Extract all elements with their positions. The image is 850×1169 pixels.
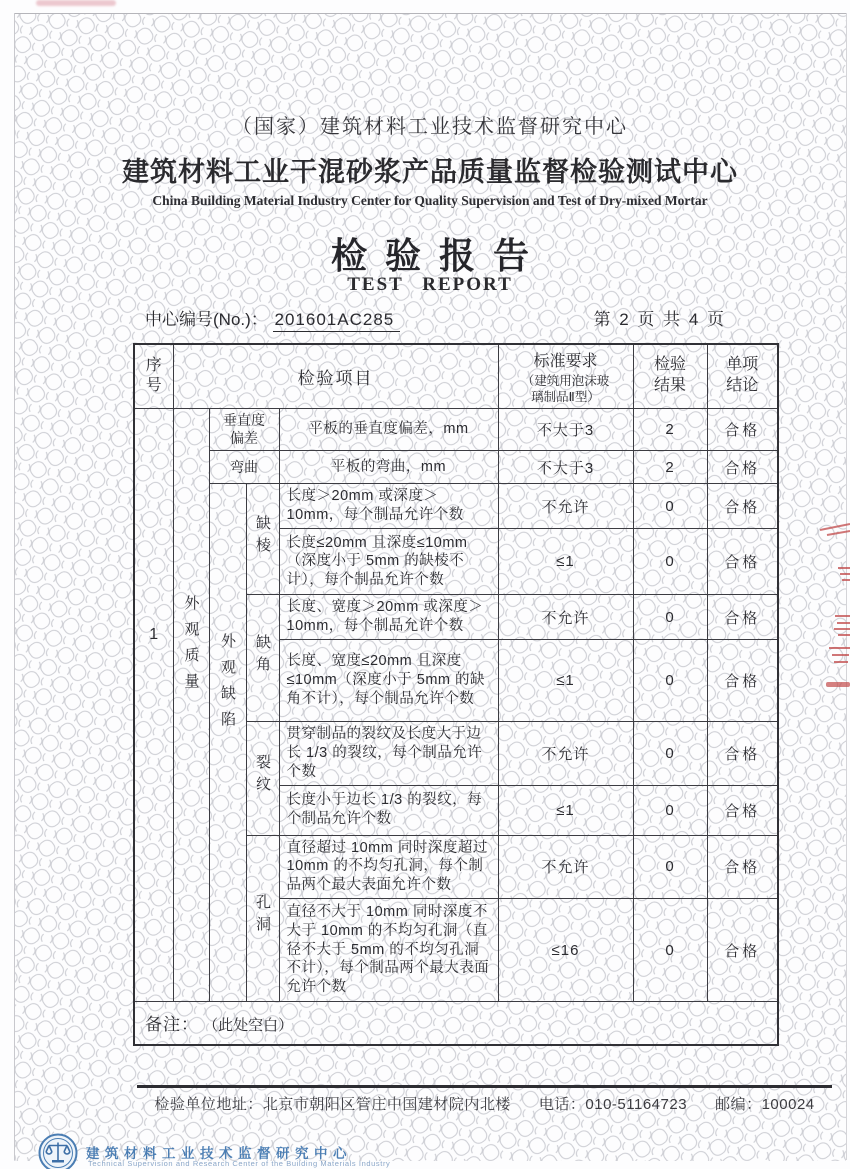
- result-cell: 0: [633, 595, 707, 640]
- result-cell: 0: [633, 835, 707, 899]
- group-appearance-defect: 外观缺陷: [209, 484, 246, 1002]
- standard-header-title: 标准要求: [533, 352, 598, 370]
- verdict-cell: 合格: [707, 529, 778, 595]
- standard-cell: ≤16: [498, 899, 633, 1002]
- standard-cell: ≤1: [498, 529, 633, 595]
- item-cell: 长度、宽度≤20mm 且深度≤10mm（深度小于 5mm 的缺角不计），每个制品允许个数: [279, 639, 498, 721]
- test-results-table: [133, 343, 779, 1046]
- result-cell: 0: [633, 721, 707, 785]
- report-title-en: TEST REPORT: [347, 274, 513, 295]
- verdict-cell: 合格: [707, 595, 778, 640]
- col-header-verdict: 单项结论: [707, 344, 778, 408]
- result-cell: 2: [633, 451, 707, 484]
- item-cell: 平板的垂直度偏差，mm: [279, 408, 498, 451]
- item-cell: 长度、宽度＞20mm 或深度＞10mm，每个制品允许个数: [279, 595, 498, 640]
- footer-org-name-cn: 建筑材料工业技术监督研究中心: [86, 1146, 352, 1161]
- footer-address: 检验单位地址：北京市朝阳区管庄中国建材院内北楼: [154, 1096, 511, 1113]
- subcategory-cell: 垂直度偏差: [209, 408, 279, 451]
- test-center-name-en: China Building Material Industry Center for Quality Supervision and Test of Dry-mixed Mortar: [152, 193, 708, 208]
- result-cell: 2: [633, 408, 707, 451]
- footer-phone: 电话：010-51164723: [538, 1096, 688, 1113]
- issuing-org-line: （国家）建筑材料工业技术监督研究中心: [232, 116, 628, 138]
- standard-cell: ≤1: [498, 639, 633, 721]
- red-stamp-fragment: [814, 516, 850, 701]
- item-cell: 长度小于边长 1/3 的裂纹，每个制品允许个数: [279, 785, 498, 835]
- remark-text: （此处空白）: [203, 1017, 294, 1035]
- standard-cell: 不允许: [498, 721, 633, 785]
- remark-row: [134, 1002, 778, 1045]
- standard-cell: ≤1: [498, 785, 633, 835]
- table-row: [134, 408, 778, 451]
- col-header-seq: 序号: [134, 344, 173, 408]
- verdict-cell: 合格: [707, 899, 778, 1002]
- verdict-cell: 合格: [707, 639, 778, 721]
- subcategory-cell: 裂纹: [246, 721, 279, 835]
- report-title-cn: 检验报告: [330, 235, 547, 276]
- verdict-cell: 合格: [707, 835, 778, 899]
- footer-address-label: 检验单位地址：: [154, 1096, 263, 1113]
- table-header-row: [134, 344, 778, 408]
- item-cell: 长度＞20mm 或深度＞10mm，每个制品允许个数: [279, 484, 498, 529]
- remark-label: 备注：: [145, 1015, 199, 1035]
- scan-artifact-smudge: [36, 0, 116, 6]
- item-cell: 直径超过 10mm 同时深度超过 10mm 的不均匀孔洞，每个制品两个最大表面允许个数: [279, 835, 498, 899]
- standard-cell: 不允许: [498, 484, 633, 529]
- standard-cell: 不大于3: [498, 408, 633, 451]
- result-cell: 0: [633, 529, 707, 595]
- seq-number-cell: 1: [134, 408, 173, 1002]
- subcategory-cell: 缺角: [246, 595, 279, 722]
- report-number-value: 201601AC285: [273, 310, 401, 332]
- group-appearance-quality: 外观质量: [173, 408, 209, 1002]
- verdict-cell: 合格: [707, 721, 778, 785]
- result-cell: 0: [633, 639, 707, 721]
- table-row: [134, 451, 778, 484]
- subcategory-cell: 缺棱: [246, 484, 279, 595]
- footer-divider: [137, 1085, 832, 1088]
- verdict-cell: 合格: [707, 451, 778, 484]
- item-cell: 长度≤20mm 且深度≤10mm（深度小于 5mm 的缺棱不计），每个制品允许个数: [279, 529, 498, 595]
- report-number-line: [145, 305, 400, 330]
- balance-scale-logo-icon: [38, 1133, 78, 1169]
- standard-cell: 不大于3: [498, 451, 633, 484]
- table-row: [134, 484, 778, 529]
- standard-header-note: （建筑用泡沫玻璃制品Ⅱ型）: [521, 373, 610, 404]
- verdict-cell: 合格: [707, 408, 778, 451]
- footer-zip: 邮编：100024: [715, 1096, 815, 1113]
- standard-cell: 不允许: [498, 595, 633, 640]
- result-cell: 0: [633, 899, 707, 1002]
- page-number-indicator: 第 2 页 共 4 页: [593, 310, 726, 329]
- result-cell: 0: [633, 785, 707, 835]
- subcategory-cell: 孔洞: [246, 835, 279, 1002]
- footer-phone-label: 电话：: [538, 1096, 586, 1113]
- subcategory-cell: 弯曲: [209, 451, 279, 484]
- col-header-standard: [498, 344, 633, 408]
- remark-cell: [134, 1002, 778, 1045]
- col-header-result: 检验结果: [633, 344, 707, 408]
- test-center-name-cn: 建筑材料工业干混砂浆产品质量监督检验测试中心: [122, 157, 738, 187]
- col-header-item: 检验项目: [173, 344, 498, 408]
- verdict-cell: 合格: [707, 785, 778, 835]
- verdict-cell: 合格: [707, 484, 778, 529]
- footer-zip-label: 邮编：: [715, 1096, 762, 1113]
- report-number-label: 中心编号(No.)：: [145, 310, 268, 329]
- item-cell: 直径不大于 10mm 同时深度不大于 10mm 的不均匀孔洞（直径不大于 5mm 的不均匀孔洞不计），每个制品两个最大表面允许个数: [279, 899, 498, 1002]
- result-cell: 0: [633, 484, 707, 529]
- scan-edge-top: [14, 13, 846, 14]
- footer-contact-line: [137, 1093, 832, 1114]
- item-cell: 平板的弯曲，mm: [279, 451, 498, 484]
- footer-org-name-en: Technical Supervision and Research Center of the Building Materials Industry: [88, 1159, 391, 1168]
- standard-cell: 不允许: [498, 835, 633, 899]
- item-cell: 贯穿制品的裂纹及长度大于边长 1/3 的裂纹，每个制品允许个数: [279, 721, 498, 785]
